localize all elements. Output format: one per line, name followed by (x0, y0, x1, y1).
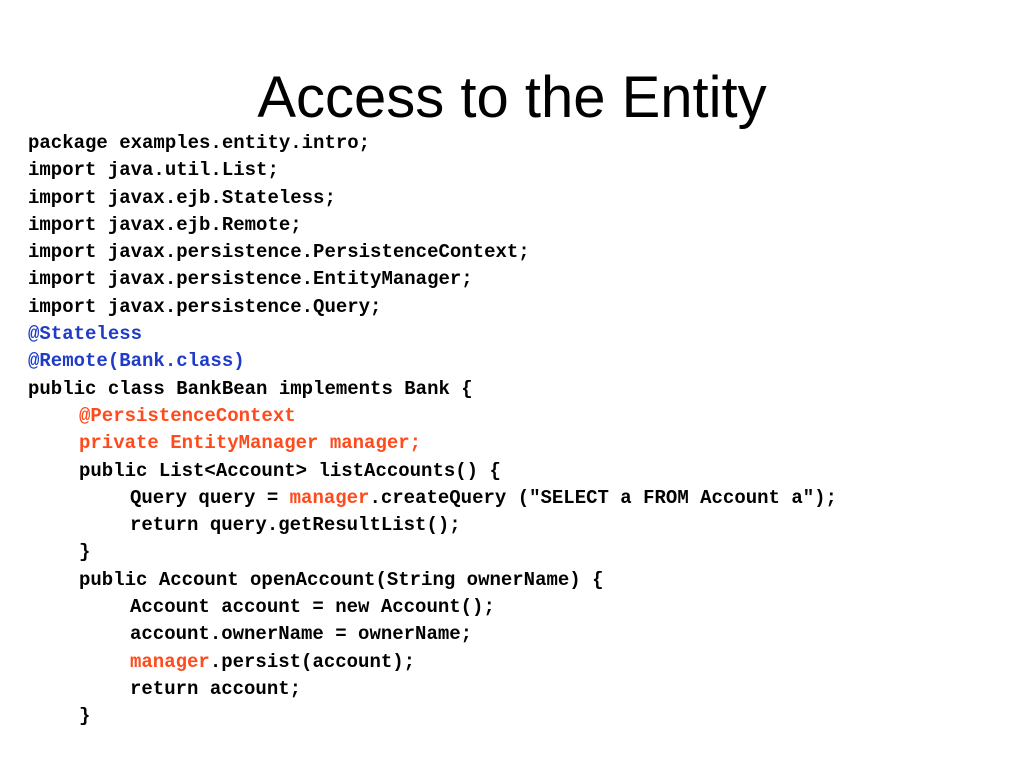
code-fragment-highlight: manager (130, 650, 210, 673)
code-line: Account account = new Account(); (130, 596, 495, 619)
code-line: import java.util.List; (28, 159, 279, 182)
code-fragment: .persist(account); (209, 650, 416, 673)
code-line: import javax.persistence.EntityManager; (28, 268, 473, 291)
code-fragment: .createQuery ("SELECT a FROM Account a"); (369, 486, 837, 509)
code-line-annotation: @Stateless (28, 323, 143, 346)
code-line (28, 485, 1008, 512)
code-line: import javax.ejb.Stateless; (28, 186, 336, 209)
code-line: } (79, 705, 91, 728)
code-fragment: Query query = (130, 486, 290, 509)
code-block (28, 130, 1008, 731)
code-line (28, 649, 1008, 676)
code-line-highlight: private EntityManager manager; (79, 432, 422, 455)
code-line: import javax.persistence.Query; (28, 295, 382, 318)
code-line: account.ownerName = ownerName; (130, 623, 473, 646)
slide-title: Access to the Entity (257, 65, 767, 130)
code-line: public Account openAccount(String ownerName) { (79, 568, 604, 591)
code-line-highlight: @PersistenceContext (79, 404, 296, 427)
code-line: import javax.ejb.Remote; (28, 213, 302, 236)
code-line: } (79, 541, 91, 564)
code-line: import javax.persistence.PersistenceContext; (28, 241, 530, 264)
code-fragment-highlight: manager (289, 486, 370, 509)
code-line: return account; (130, 677, 302, 700)
code-line: return query.getResultList(); (130, 514, 461, 537)
code-line: public List<Account> listAccounts() { (79, 459, 501, 482)
code-line: package examples.entity.intro; (28, 132, 371, 154)
code-line-annotation: @Remote(Bank.class) (28, 350, 245, 373)
code-line: public class BankBean implements Bank { (28, 377, 473, 400)
